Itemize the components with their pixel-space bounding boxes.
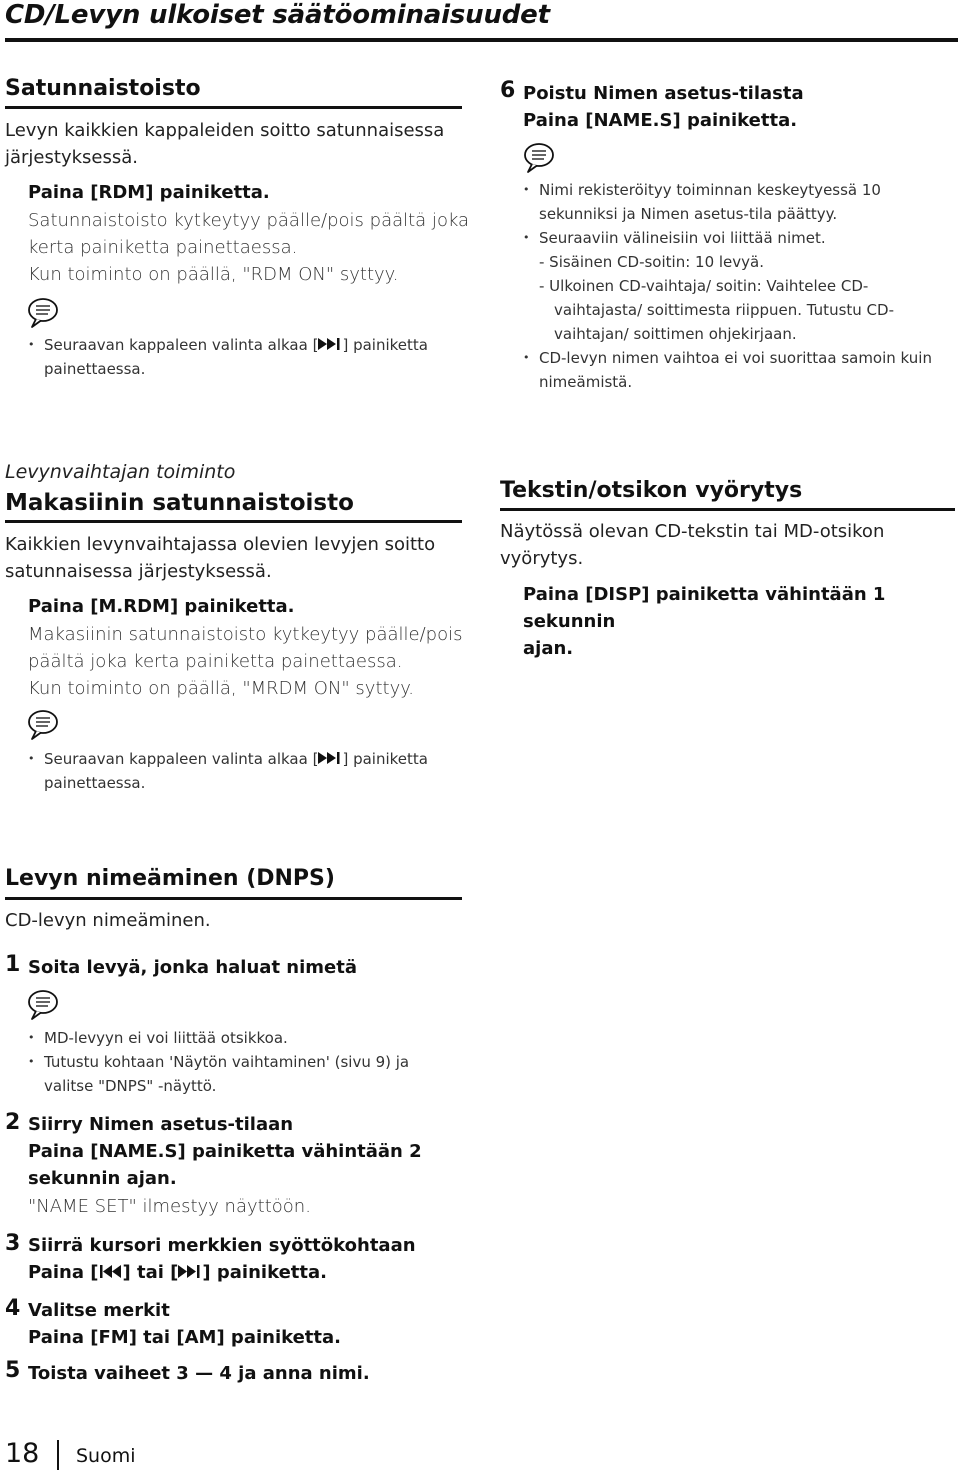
step6-note-5: • CD-levyn nimen vaihtoa ei voi suorittaa samoin kuin nimeämistä. [523,346,953,394]
note-icon [522,141,556,175]
random-note [28,333,458,381]
skip-forward-icon [318,338,342,350]
skip-forward-icon [318,752,342,764]
random-action: Paina [RDM] painiketta. [28,182,270,203]
footer-language: Suomi [76,1445,136,1467]
step6-number: 6 [500,78,516,103]
magazine-action: Paina [M.RDM] painiketta. [28,596,295,617]
skip-back-icon [98,1265,122,1278]
step3-heading: Siirrä kursori merkkien syöttökohtaan [28,1235,416,1256]
step4-heading: Valitse merkit [28,1300,170,1321]
scroll-rule [500,508,955,511]
step6-note-4: - Ulkoinen CD-vaihtaja/ soitin: Vaihtelee CD- vaihtajasta/ soittimesta riippuen. Tutustu CD- vaihtajan/ soittimen ohjekirjaan. [539,277,894,343]
skip-forward-icon [178,1265,202,1278]
step2-action-line2: sekunnin ajan. [28,1168,177,1189]
step4-action: Paina [FM] tai [AM] painiketta. [28,1327,342,1348]
magazine-rule [5,520,462,523]
footer-divider [57,1440,59,1470]
step1-notes [28,1026,458,1098]
step1-note-2: • Tutustu kohtaan 'Näytön vaihtaminen' (sivu 9) ja valitse "DNPS" -näyttö. [28,1050,458,1098]
random-desc-line2: kerta painiketta painettaessa. [28,237,298,258]
magazine-note [28,747,458,795]
magazine-desc-line1: Makasiinin satunnaistoisto kytkeytyy päälle/pois [28,624,463,645]
magazine-category: Levynvaihtajan toiminto [5,461,236,483]
step3-action: Paina [ ] tai [ ] painiketta. [28,1262,327,1283]
random-heading: Satunnaistoisto [5,76,201,101]
step6-note-3: - Sisäinen CD-soitin: 10 levyä. [539,253,764,271]
step6-note-2: • Seuraaviin välineisiin voi liittää nimet. [523,226,953,250]
page-title: CD/Levyn ulkoiset säätöominaisuudet [5,0,550,30]
step6-heading: Poistu Nimen asetus-tilasta [523,83,804,104]
step2-desc: "NAME SET" ilmestyy näyttöön. [28,1196,311,1217]
note-icon [26,296,60,330]
step6-note-1: • Nimi rekisteröityy toiminnan keskeytyessä 10 sekunniksi ja Nimen asetus-tila päättyy. [523,178,953,226]
scroll-intro-line1: Näytössä olevan CD-tekstin tai MD-otsikon [500,521,885,542]
random-rule [5,106,462,109]
title-rule [5,38,958,42]
random-intro-line2: järjestyksessä. [5,147,138,168]
random-intro-line1: Levyn kaikkien kappaleiden soitto satunnaisessa [5,120,445,141]
step2-action [28,1138,422,1192]
note-icon [26,988,60,1022]
magazine-intro-line2: satunnaisessa järjestyksessä. [5,561,272,582]
naming-heading: Levyn nimeäminen (DNPS) [5,866,335,891]
step6-notes [523,178,953,394]
random-desc-line3: Kun toiminto on päällä, "RDM ON" syttyy. [28,264,399,285]
page-number: 18 [5,1438,40,1469]
random-intro [5,117,444,171]
random-desc [28,207,469,288]
step2-action-line1: Paina [NAME.S] painiketta vähintään 2 [28,1141,422,1162]
note-icon [26,708,60,742]
step2-heading: Siirry Nimen asetus-tilaan [28,1114,294,1135]
magazine-intro-line1: Kaikkien levynvaihtajassa olevien levyjen soitto [5,534,436,555]
step2-number: 2 [5,1110,21,1135]
magazine-heading: Makasiinin satunnaistoisto [5,490,354,516]
step6-action: Paina [NAME.S] painiketta. [523,110,798,131]
step1-note-1: • MD-levyyn ei voi liittää otsikkoa. [28,1026,458,1050]
magazine-desc [28,621,463,702]
scroll-action-line1: Paina [DISP] painiketta vähintään 1 sekunnin [523,584,886,632]
scroll-intro-line2: vyörytys. [500,548,584,569]
step5-number: 5 [5,1358,21,1383]
step3-number: 3 [5,1231,21,1256]
scroll-heading: Tekstin/otsikon vyörytys [500,478,803,503]
step1-heading: Soita levyä, jonka haluat nimetä [28,957,358,978]
random-desc-line1: Satunnaistoisto kytkeytyy päälle/pois päältä joka [28,210,470,231]
scroll-action-line2: ajan. [523,638,574,659]
magazine-note-item: • Seuraavan kappaleen valinta alkaa [ ] painiketta painettaessa. [28,747,458,795]
scroll-action [523,581,960,662]
magazine-intro [5,531,435,585]
magazine-desc-line3: Kun toiminto on päällä, "MRDM ON" syttyy. [28,678,415,699]
naming-intro: CD-levyn nimeäminen. [5,910,211,931]
random-note-item: • Seuraavan kappaleen valinta alkaa [ ] painiketta painettaessa. [28,333,458,381]
magazine-desc-line2: päältä joka kerta painiketta painettaessa. [28,651,403,672]
step5-heading: Toista vaiheet 3 — 4 ja anna nimi. [28,1363,370,1384]
scroll-intro [500,518,884,572]
step1-number: 1 [5,952,21,977]
naming-rule [5,897,462,900]
step4-number: 4 [5,1296,21,1321]
